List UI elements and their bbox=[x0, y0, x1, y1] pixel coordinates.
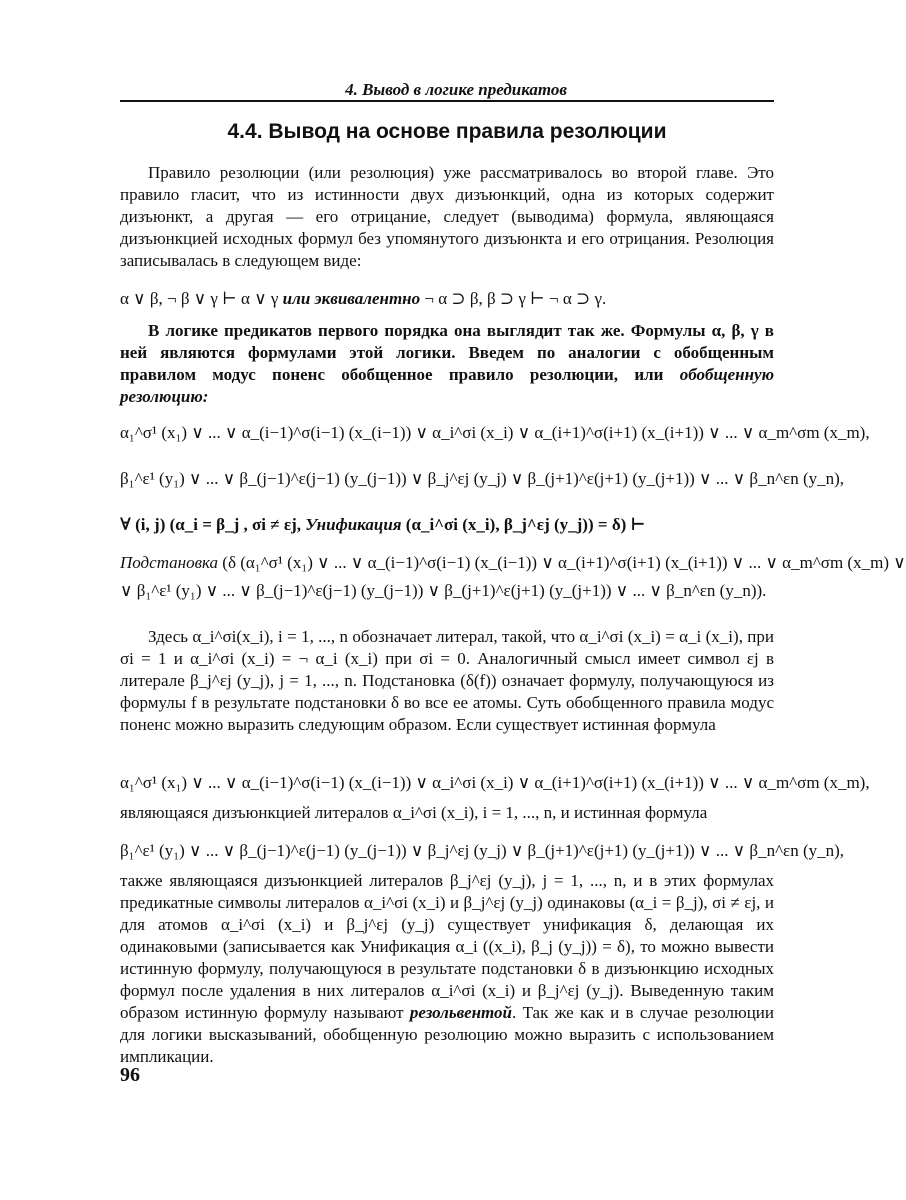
paragraph-predicate-logic bbox=[120, 320, 774, 408]
paragraph-resolvent-tail: . Так же как и в случае резолюции для логики высказываний, обобщенную резолюцию можно выразить с использованием импликации. bbox=[120, 1003, 775, 1066]
formula-resolution-right: ¬ α ⊃ β, β ⊃ γ ⊢ ¬ α ⊃ γ. bbox=[424, 289, 607, 308]
formula-forall-label: Унификация bbox=[305, 515, 402, 534]
formula-substitution-line2: ∨ β₁^ε¹ (y₁) ∨ ... ∨ β_(j−1)^ε(j−1) (y_(j−1)) ∨ β_(j+1)^ε(j+1) (y_(j+1)) ∨ ... ∨ β_n^εn (y_n)). bbox=[120, 581, 767, 600]
formula-forall-unification bbox=[120, 514, 774, 536]
running-head: 4. Вывод в логике предикатов bbox=[345, 80, 567, 99]
page-number: 96 bbox=[120, 1064, 140, 1086]
formula-substitution-label: Подстановка bbox=[120, 553, 219, 572]
formula-substitution-text: (δ (α₁^σ¹ (x₁) ∨ ... ∨ α_(i−1)^σ(i−1) (x_(i−1)) ∨ α_(i+1)^σ(i+1) (x_(i+1)) ∨ ... ∨ α_m^σm (x_m) ∨ bbox=[222, 553, 906, 572]
paragraph-predicate-logic-text: В логике предикатов первого порядка она выглядит так же. Формулы α, β, γ в ней являются формулами этой логики. Введем по аналогии с обобщенным правилом модус поненс обобщенное правило резолюции, или bbox=[120, 321, 774, 384]
paragraph-explanation: Здесь α_i^σi(x_i), i = 1, ..., n обозначает литерал, такой, что α_i^σi (x_i) = α_i (x_i), при σi = 1 и α_i^σi (x_i) = ¬ α_i (x_i) при σi = 0. Аналогичный смысл имеет символ εj в литерале β_j^εj (y_j), j = 1, ..., n. Подстановка (δ(f)) означает формулу, получающуюся из формулы f в результате подстановки δ во все ее атомы. Суть обобщенного правила модус поненс можно выразить следующим образом. Если существует истинная формула bbox=[120, 627, 774, 734]
paragraph-resolvent bbox=[120, 870, 774, 1068]
formula-resolution-left: α ∨ β, ¬ β ∨ γ ⊢ α ∨ γ bbox=[120, 289, 279, 308]
formula-alpha-disjunction-2: α₁^σ¹ (x₁) ∨ ... ∨ α_(i−1)^σ(i−1) (x_(i−1)) ∨ α_i^σi (x_i) ∨ α_(i+1)^σ(i+1) (x_(i+1)) ∨ ... ∨ α_m^σm (x_m), bbox=[120, 773, 870, 792]
formula-resolution bbox=[120, 288, 774, 310]
formula-forall-start: ∀ (i, j) (α_i = β_j , σi ≠ εj, bbox=[120, 515, 302, 534]
paragraph-intro: Правило резолюции (или резолюция) уже рассматривалось во второй главе. Это правило гласит, что из истинности двух дизъюнкций, одна из которых содержит дизъюнкт, а другая — его отрицание, следует (выводима) формула, являющаяся дизъюнкцией исходных формул без упомянутого дизъюнкта и его отрицания. Резолюция записывалась в следующем виде: bbox=[120, 163, 774, 270]
formula-forall-end: (α_i^σi (x_i), β_j^εj (y_j)) = δ) ⊢ bbox=[405, 515, 646, 534]
paragraph-predicate-logic-emph: обобщенную резолюцию: bbox=[120, 365, 774, 406]
formula-substitution-line1 bbox=[120, 552, 906, 574]
paragraph-resolvent-text: также являющаяся дизъюнкцией литералов β_j^εj (y_j), j = 1, ..., n, и в этих формулах предикатные символы литералов α_i^σi (x_i) и β_j^εj (y_j) одинаковы (α_i = β_j), σi ≠ εj, и для атомов α_i^σi (x_i) и β_j^εj (y_j) существует унификация δ, делающая их одинаковыми (записывается как Унификация α_i ((x_i), β_j (y_j)) = δ), то можно вывести истинную формулу, получающуюся в результате подстановки δ в дизъюнкцию исходных формул после удаления в них литералов α_i^σi (x_i) и β_j^εj (y_j). Выведенную таким образом истинную формулу называют bbox=[120, 871, 774, 1022]
formula-resolution-middle: или эквивалентно bbox=[282, 289, 421, 308]
section-title: 4.4. Вывод на основе правила резолюции bbox=[227, 120, 667, 143]
formula-alpha-disjunction: α₁^σ¹ (x₁) ∨ ... ∨ α_(i−1)^σ(i−1) (x_(i−1)) ∨ α_i^σi (x_i) ∨ α_(i+1)^σ(i+1) (x_(i+1)) ∨ ... ∨ α_m^σm (x_m), bbox=[120, 423, 870, 442]
formula-beta-disjunction-2: β₁^ε¹ (y₁) ∨ ... ∨ β_(j−1)^ε(j−1) (y_(j−1)) ∨ β_j^εj (y_j) ∨ β_(j+1)^ε(j+1) (y_(j+1)) ∨ ... ∨ β_n^εn (y_n), bbox=[120, 841, 845, 860]
header-rule bbox=[120, 100, 774, 102]
line-after-alpha-2: являющаяся дизъюнкцией литералов α_i^σi (x_i), i = 1, ..., n, и истинная формула bbox=[120, 803, 708, 822]
resolvent-term: резольвентой bbox=[409, 1003, 512, 1022]
formula-beta-disjunction: β₁^ε¹ (y₁) ∨ ... ∨ β_(j−1)^ε(j−1) (y_(j−1)) ∨ β_j^εj (y_j) ∨ β_(j+1)^ε(j+1) (y_(j+1)) ∨ ... ∨ β_n^εn (y_n), bbox=[120, 469, 845, 488]
